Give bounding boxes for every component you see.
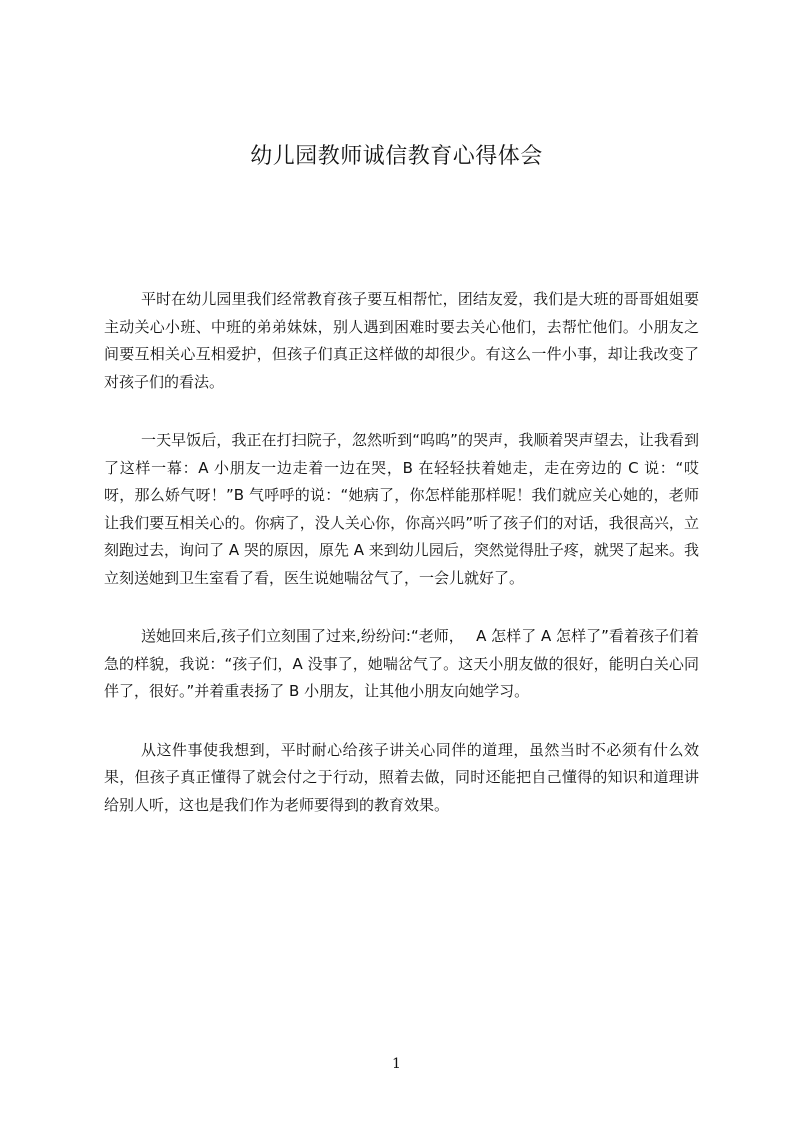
paragraph-2: 一天早饭后，我正在打扫院子，忽然听到“呜呜”的哭声，我顺着哭声望去，让我看到了这样一幕：A 小朋友一边走着一边在哭，B 在轻轻扶着她走，走在旁边的 C 说：“哎呀，那么娇气呀！”B 气呼呼的说：“她病了，你怎样能那样呢！我们就应关心她的，老师让我们要互相关心的。你病了，没人关心你，你高兴吗”听了孩子们的对话，我很高兴，立刻跑过去，询问了 A 哭的原因，原先 A 来到幼儿园后，突然觉得肚子疼，就哭了起来。我立刻送她到卫生室看了看，医生说她喘岔气了，一会儿就好了。 — [104, 431, 699, 587]
page-number: 1 — [392, 1056, 401, 1072]
paragraph-1: 平时在幼儿园里我们经常教育孩子要互相帮忙，团结友爱，我们是大班的哥哥姐姐要主动关心小班、中班的弟弟妹妹，别人遇到困难时要去关心他们，去帮忙他们。小朋友之间要互相关心互相爱护，但孩子们真正这样做的却很少。有这么一件小事，却让我改变了对孩子们的看法。 — [104, 290, 699, 391]
document-body — [104, 286, 699, 850]
paragraph-4: 从这件事使我想到，平时耐心给孩子讲关心同伴的道理，虽然当时不必须有什么效果，但孩子真正懂得了就会付之于行动，照着去做，同时还能把自己懂得的知识和道理讲给别人听，这也是我们作为老师要得到的教育效果。 — [104, 740, 699, 814]
document-title: 幼儿园教师诚信教育心得体会 — [250, 144, 543, 169]
paragraph-3: 送她回来后,孩子们立刻围了过来,纷纷问:“老师， A 怎样了 A 怎样了”看着孩子们着急的样貌，我说：“孩子们，A 没事了，她喘岔气了。这天小朋友做的很好，能明白关心同伴了，很好。”并着重表扬了 B 小朋友，让其他小朋友向她学习。 — [104, 627, 699, 700]
